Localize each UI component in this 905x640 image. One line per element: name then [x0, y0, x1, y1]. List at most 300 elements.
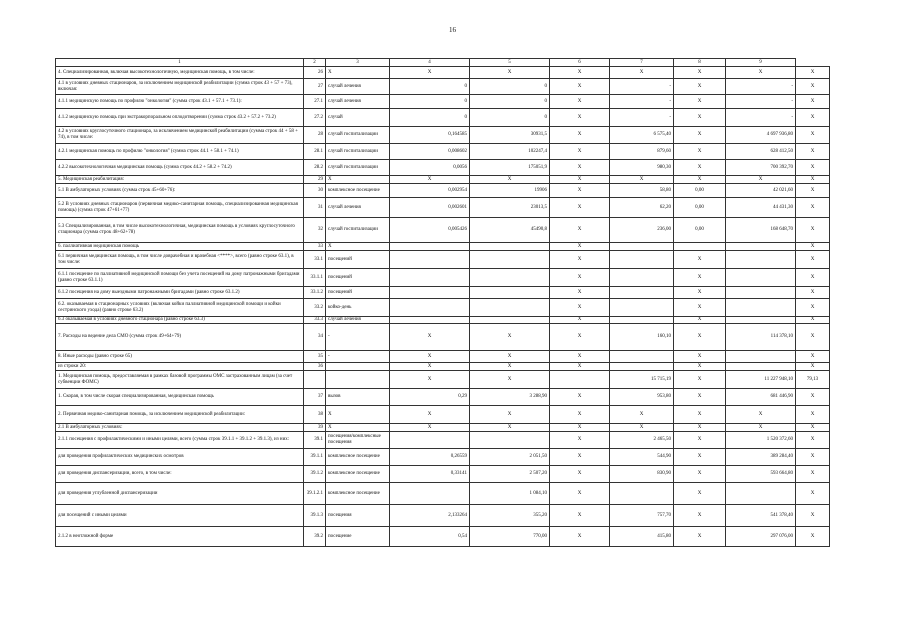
column-number: 5: [470, 59, 550, 67]
value-cell: 355,20: [470, 505, 550, 527]
row-label: 6.1.1 посещение по паллиативной медицинской помощи без учета посещений на дому патронажными бригадами (равно строке 63.1.1): [56, 269, 304, 287]
value-cell: X: [550, 251, 610, 269]
value-cell: X: [796, 363, 830, 371]
row-number: 37: [304, 389, 326, 406]
value-cell: X: [550, 127, 610, 144]
value-cell: X: [610, 406, 674, 424]
value-cell: 0,164585: [390, 127, 470, 144]
row-number: 39.2: [304, 527, 326, 547]
table-row: [56, 198, 830, 218]
value-cell: X: [674, 424, 726, 432]
value-cell: X: [796, 95, 830, 109]
value-cell: [610, 287, 674, 299]
row-number: 33.1: [304, 251, 326, 269]
value-cell: 0,00: [674, 184, 726, 198]
value-cell: -: [726, 109, 796, 127]
value-cell: 0: [390, 109, 470, 127]
value-cell: 19906: [470, 184, 550, 198]
row-number: 33.1.2: [304, 287, 326, 299]
value-cell: -: [610, 79, 674, 95]
value-cell: X: [796, 109, 830, 127]
value-cell: X: [796, 198, 830, 218]
unit-cell: -: [326, 324, 390, 351]
unit-cell: комплексное посещение: [326, 449, 390, 466]
row-label: 2.1.2 в неотложной форме: [56, 527, 304, 547]
value-cell: X: [550, 198, 610, 218]
value-cell: X: [390, 363, 470, 371]
value-cell: X: [550, 505, 610, 527]
value-cell: 0,29: [390, 389, 470, 406]
value-cell: X: [674, 466, 726, 483]
row-label: 6.2. оказываемая в стационарных условиях (включая койки паллиативной медицинской помощи и койки сестринского ухода) (равно строке 63.2): [56, 299, 304, 317]
row-label: из строки 20:: [56, 363, 304, 371]
column-number: 2: [304, 59, 326, 67]
value-cell: 681 446,90: [726, 389, 796, 406]
value-cell: 0: [470, 109, 550, 127]
value-cell: X: [796, 218, 830, 243]
unit-cell: случай лечения: [326, 79, 390, 95]
value-cell: 168 648,70: [726, 218, 796, 243]
unit-cell: койко-день: [326, 299, 390, 317]
value-cell: [726, 299, 796, 317]
value-cell: [390, 299, 470, 317]
value-cell: X: [796, 406, 830, 424]
value-cell: X: [796, 432, 830, 449]
value-cell: X: [550, 95, 610, 109]
row-label: 4.2 в условиях круглосуточного стационара, за исключением медицинской реабилитации (сумма строк 44 + 58 + 74), в том числе:: [56, 127, 304, 144]
value-cell: 23013,5: [470, 198, 550, 218]
value-cell: X: [550, 299, 610, 317]
value-cell: X: [550, 184, 610, 198]
value-cell: X: [674, 109, 726, 127]
value-cell: X: [390, 67, 470, 79]
value-cell: [726, 317, 796, 324]
value-cell: X: [550, 269, 610, 287]
value-cell: X: [796, 483, 830, 505]
value-cell: -: [726, 95, 796, 109]
table-row: [56, 424, 830, 432]
unit-cell: случай: [326, 109, 390, 127]
table-row: [56, 109, 830, 127]
row-number: 30: [304, 184, 326, 198]
value-cell: X: [550, 432, 610, 449]
table-row: [56, 67, 830, 79]
value-cell: 236,00: [610, 218, 674, 243]
table-row: [56, 184, 830, 198]
value-cell: 175051,9: [470, 160, 550, 176]
value-cell: [390, 287, 470, 299]
value-cell: X: [550, 483, 610, 505]
value-cell: [470, 317, 550, 324]
value-cell: X: [550, 67, 610, 79]
table-row: [56, 324, 830, 351]
unit-cell: X: [326, 424, 390, 432]
value-cell: X: [796, 67, 830, 79]
unit-cell: случай лечения: [326, 95, 390, 109]
unit-cell: X: [326, 67, 390, 79]
value-cell: X: [674, 176, 726, 184]
value-cell: X: [796, 424, 830, 432]
value-cell: X: [550, 466, 610, 483]
table-row: [56, 160, 830, 176]
row-label: 1. Скорая, в том числе скорая специализированная, медицинская помощь: [56, 389, 304, 406]
table-row: [56, 371, 830, 389]
value-cell: X: [550, 176, 610, 184]
value-cell: X: [674, 67, 726, 79]
value-cell: [390, 243, 470, 251]
unit-cell: -: [326, 351, 390, 363]
table-row: [56, 95, 830, 109]
value-cell: [610, 483, 674, 505]
value-cell: X: [550, 351, 610, 363]
value-cell: 79,13: [796, 371, 830, 389]
value-cell: X: [674, 527, 726, 547]
row-label: 2.1.1 посещения с профилактическими и иными целями, всего (сумма строк 39.1.1 + 39.1.2 + 39.1.3), из них:: [56, 432, 304, 449]
row-number: 34: [304, 324, 326, 351]
value-cell: X: [610, 424, 674, 432]
unit-cell: посещения: [326, 505, 390, 527]
row-label: 4.1.1 медицинскую помощь по профилю "онкология" (сумма строк 43.1 + 57.1 + 73.1):: [56, 95, 304, 109]
row-label: для проведения углубленной диспансеризации: [56, 483, 304, 505]
value-cell: [610, 299, 674, 317]
column-number: 8: [674, 59, 726, 67]
row-label: 4.1 в условиях дневных стационаров, за исключением медицинской реабилитации (сумма строк 43 + 57 + 73), включая:: [56, 79, 304, 95]
table-row: [56, 176, 830, 184]
value-cell: 45490,8: [470, 218, 550, 243]
value-cell: X: [796, 160, 830, 176]
value-cell: 0,002601: [390, 198, 470, 218]
row-label: 8. Иные расходы (равно строке 65): [56, 351, 304, 363]
value-cell: X: [390, 351, 470, 363]
value-cell: X: [470, 67, 550, 79]
value-cell: X: [550, 317, 610, 324]
value-cell: X: [796, 243, 830, 251]
column-number: 4: [390, 59, 470, 67]
unit-cell: посещения/комплексные посещения: [326, 432, 390, 449]
row-label: 5.3 Специализированная, в том числе высокотехнологичная, медицинская помощь в условиях круглосуточного стационара (сумма строк 48+62+78): [56, 218, 304, 243]
value-cell: 544,90: [610, 449, 674, 466]
value-cell: 700 392,70: [726, 160, 796, 176]
row-label: 6.1.2 посещения на дому выездными патронажными бригадами (равно строке 63.1.2): [56, 287, 304, 299]
value-cell: X: [796, 505, 830, 527]
value-cell: X: [674, 251, 726, 269]
row-number: 31: [304, 198, 326, 218]
value-cell: X: [550, 160, 610, 176]
value-cell: X: [674, 317, 726, 324]
value-cell: 62,20: [610, 198, 674, 218]
table-row: [56, 466, 830, 483]
value-cell: [470, 287, 550, 299]
value-cell: 2 051,50: [470, 449, 550, 466]
table-row: [56, 127, 830, 144]
table-row: [56, 406, 830, 424]
table-row: [56, 505, 830, 527]
value-cell: [390, 317, 470, 324]
unit-cell: случай госпитализации: [326, 127, 390, 144]
value-cell: X: [390, 324, 470, 351]
column-number: 7: [610, 59, 674, 67]
value-cell: X: [390, 176, 470, 184]
value-cell: [610, 317, 674, 324]
value-cell: 1 520 372,60: [726, 432, 796, 449]
value-cell: X: [796, 184, 830, 198]
row-label: 1. Медицинская помощь, предоставляемая в рамках базовой программы ОМС застрахованным лицам (за счет субвенции ФОМС): [56, 371, 304, 389]
value-cell: 980,30: [610, 160, 674, 176]
unit-cell: посещений: [326, 269, 390, 287]
unit-cell: посещение: [326, 527, 390, 547]
value-cell: [390, 432, 470, 449]
value-cell: 628 412,50: [726, 144, 796, 160]
value-cell: 953,80: [610, 389, 674, 406]
value-cell: 879,60: [610, 144, 674, 160]
row-number: 32: [304, 218, 326, 243]
table-row: [56, 218, 830, 243]
row-number: 39.1: [304, 432, 326, 449]
row-label: 6.1 первичная медицинская помощь, в том числе доврачебная и врачебная <****>, всего (равно строке 63.1), в том числе:: [56, 251, 304, 269]
value-cell: 58,80: [610, 184, 674, 198]
value-cell: X: [390, 424, 470, 432]
value-cell: X: [550, 324, 610, 351]
value-cell: [550, 371, 610, 389]
row-number: 27.2: [304, 109, 326, 127]
column-number: 9: [726, 59, 796, 67]
value-cell: 42 021,60: [726, 184, 796, 198]
value-cell: X: [796, 351, 830, 363]
value-cell: X: [470, 363, 550, 371]
value-cell: X: [796, 449, 830, 466]
value-cell: X: [726, 406, 796, 424]
table-row: [56, 269, 830, 287]
row-label: 2. Первичная медико-санитарная помощь, за исключением медицинской реабилитации:: [56, 406, 304, 424]
value-cell: [610, 251, 674, 269]
value-cell: 114 378,10: [726, 324, 796, 351]
column-number: 1: [56, 59, 304, 67]
value-cell: 30931,5: [470, 127, 550, 144]
value-cell: X: [674, 449, 726, 466]
value-cell: 0,008602: [390, 144, 470, 160]
table-row: [56, 363, 830, 371]
table-row: [56, 449, 830, 466]
table-row: [56, 432, 830, 449]
unit-cell: комплексное посещение: [326, 483, 390, 505]
value-cell: 0: [390, 95, 470, 109]
value-cell: 593 664,80: [726, 466, 796, 483]
row-number: 39.1.2: [304, 466, 326, 483]
value-cell: 0,00: [674, 218, 726, 243]
value-cell: 0: [390, 79, 470, 95]
value-cell: X: [796, 299, 830, 317]
value-cell: 4 697 936,80: [726, 127, 796, 144]
row-label: 7. Расходы на ведение дела СМО (сумма строк 49+64+79): [56, 324, 304, 351]
value-cell: [470, 269, 550, 287]
value-cell: X: [674, 79, 726, 95]
value-cell: X: [550, 243, 610, 251]
value-cell: 757,70: [610, 505, 674, 527]
row-label: 5.1 В амбулаторных условиях (сумма строк 45+60+76):: [56, 184, 304, 198]
value-cell: -: [610, 95, 674, 109]
table-row: [56, 287, 830, 299]
value-cell: [610, 243, 674, 251]
unit-cell: посещений: [326, 287, 390, 299]
value-cell: 830,90: [610, 466, 674, 483]
value-cell: 0,54: [390, 527, 470, 547]
unit-cell: случай госпитализации: [326, 144, 390, 160]
unit-cell: случай госпитализации: [326, 218, 390, 243]
column-number: 6: [550, 59, 610, 67]
unit-cell: комплексное посещение: [326, 184, 390, 198]
value-cell: [726, 363, 796, 371]
table-row: [56, 483, 830, 505]
value-cell: X: [550, 287, 610, 299]
table-row: [56, 79, 830, 95]
value-cell: [674, 243, 726, 251]
unit-cell: X: [326, 176, 390, 184]
table-row: [56, 389, 830, 406]
row-label: для проведения диспансеризации, всего, в том числе:: [56, 466, 304, 483]
value-cell: 3 288,90: [470, 389, 550, 406]
table-row: [56, 251, 830, 269]
unit-cell: комплексное посещение: [326, 466, 390, 483]
table-header-row: [56, 59, 830, 67]
value-cell: 0,0056: [390, 160, 470, 176]
value-cell: -: [726, 79, 796, 95]
value-cell: X: [674, 389, 726, 406]
value-cell: X: [674, 351, 726, 363]
unit-cell: случай госпитализации: [326, 160, 390, 176]
unit-cell: посещений: [326, 251, 390, 269]
row-number: 33.3: [304, 317, 326, 324]
value-cell: X: [550, 79, 610, 95]
row-number: 35: [304, 351, 326, 363]
value-cell: 0,26559: [390, 449, 470, 466]
value-cell: X: [470, 351, 550, 363]
value-cell: X: [674, 269, 726, 287]
table-row: [56, 351, 830, 363]
value-cell: X: [550, 424, 610, 432]
value-cell: [726, 269, 796, 287]
value-cell: X: [796, 269, 830, 287]
row-number: 29: [304, 176, 326, 184]
table-row: [56, 527, 830, 547]
unit-cell: X: [326, 406, 390, 424]
value-cell: X: [796, 317, 830, 324]
value-cell: X: [674, 160, 726, 176]
value-cell: X: [796, 324, 830, 351]
value-cell: -: [610, 109, 674, 127]
value-cell: X: [674, 95, 726, 109]
row-label: 6. паллиативная медицинская помощь: [56, 243, 304, 251]
value-cell: 44 431,30: [726, 198, 796, 218]
value-cell: X: [796, 389, 830, 406]
value-cell: [390, 269, 470, 287]
row-number: 27: [304, 79, 326, 95]
value-cell: X: [726, 424, 796, 432]
value-cell: [390, 251, 470, 269]
value-cell: X: [550, 218, 610, 243]
value-cell: 0,33141: [390, 466, 470, 483]
row-number: 38: [304, 406, 326, 424]
row-number: 28.1: [304, 144, 326, 160]
row-number: 26: [304, 67, 326, 79]
table-row: [56, 243, 830, 251]
value-cell: 0: [470, 95, 550, 109]
value-cell: [726, 243, 796, 251]
value-cell: [610, 351, 674, 363]
value-cell: X: [550, 363, 610, 371]
value-cell: X: [390, 406, 470, 424]
table-row: [56, 144, 830, 160]
row-label: для проведения профилактических медицинских осмотров: [56, 449, 304, 466]
data-table: [55, 58, 830, 547]
page-number: 16: [449, 26, 456, 34]
value-cell: X: [610, 176, 674, 184]
value-cell: X: [674, 483, 726, 505]
row-number: 33: [304, 243, 326, 251]
row-number: 33.1.1: [304, 269, 326, 287]
value-cell: 11 227 948,10: [726, 371, 796, 389]
value-cell: 541 378,40: [726, 505, 796, 527]
value-cell: [470, 432, 550, 449]
value-cell: 389 284,40: [726, 449, 796, 466]
value-cell: X: [726, 176, 796, 184]
row-number: 33.2: [304, 299, 326, 317]
row-number: [304, 371, 326, 389]
value-cell: X: [390, 371, 470, 389]
value-cell: X: [674, 406, 726, 424]
value-cell: 0,002954: [390, 184, 470, 198]
unit-cell: вызов: [326, 389, 390, 406]
value-cell: 6 575,40: [610, 127, 674, 144]
value-cell: X: [674, 363, 726, 371]
value-cell: [470, 299, 550, 317]
row-number: 28.2: [304, 160, 326, 176]
value-cell: X: [796, 466, 830, 483]
value-cell: X: [470, 371, 550, 389]
value-cell: X: [470, 176, 550, 184]
row-label: 4. Специализированная, включая высокотехнологичную, медицинская помощь, в том числе:: [56, 67, 304, 79]
value-cell: X: [674, 324, 726, 351]
row-label: для посещений с иными целями: [56, 505, 304, 527]
value-cell: [726, 351, 796, 363]
row-label: 4.1.2 медицинскую помощь при экстракорпоральном оплодотворении (сумма строк 43.2 + 57.2 + 73.2): [56, 109, 304, 127]
value-cell: X: [796, 79, 830, 95]
value-cell: X: [796, 287, 830, 299]
value-cell: X: [550, 449, 610, 466]
row-label: 4.2.1 медицинская помощь по профилю "онкология" (сумма строк 44.1 + 58.1 + 74.1): [56, 144, 304, 160]
value-cell: X: [796, 127, 830, 144]
value-cell: X: [550, 109, 610, 127]
value-cell: X: [674, 432, 726, 449]
value-cell: [610, 269, 674, 287]
value-cell: X: [470, 406, 550, 424]
value-cell: [726, 287, 796, 299]
row-number: 27.1: [304, 95, 326, 109]
row-number: 39.1.3: [304, 505, 326, 527]
row-number: 28: [304, 127, 326, 144]
value-cell: X: [610, 67, 674, 79]
value-cell: X: [550, 144, 610, 160]
value-cell: 2 465,50: [610, 432, 674, 449]
unit-cell: случай лечения: [326, 198, 390, 218]
value-cell: [390, 483, 470, 505]
row-label: 5. Медицинская реабилитация:: [56, 176, 304, 184]
value-cell: X: [674, 299, 726, 317]
value-cell: X: [470, 324, 550, 351]
value-cell: X: [674, 127, 726, 144]
value-cell: 0: [470, 79, 550, 95]
value-cell: X: [796, 176, 830, 184]
row-number: 36: [304, 363, 326, 371]
